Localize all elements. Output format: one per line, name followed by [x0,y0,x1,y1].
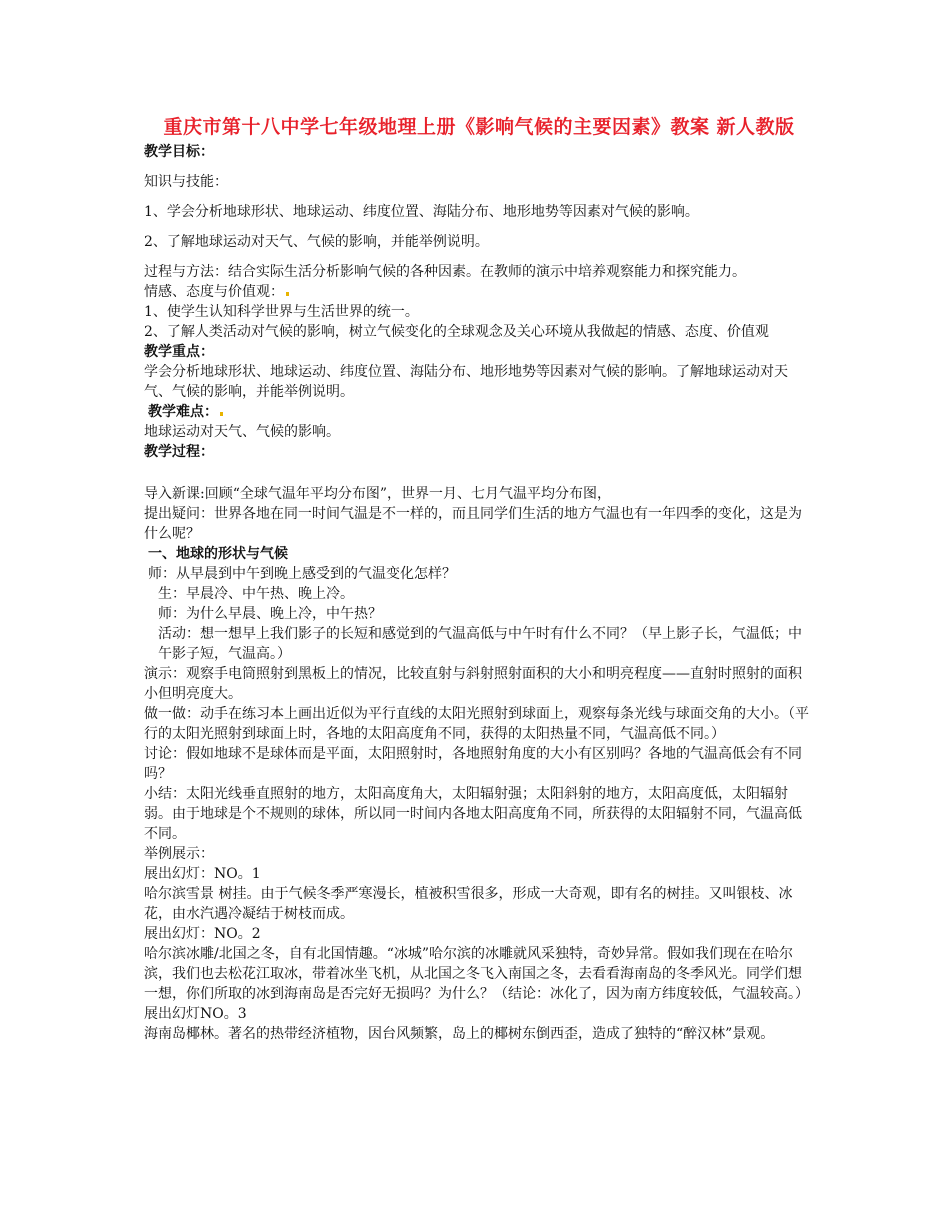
slide-label-3: 展出幻灯NO。3 [144,1006,247,1022]
slide-label-2: 展出幻灯：NO。2 [144,926,261,942]
mark-dot [286,292,289,296]
goal-item-1: 1、学会分析地球形状、地球运动、纬度位置、海陆分布、地形地势等因素对气候的影响。 [144,204,699,220]
dialog-teacher-1: 师：从早晨到中午到晚上感受到的气温变化怎样？ [148,566,456,582]
examples-heading: 举例展示： [144,846,214,862]
intro-paragraph: 导入新课:回顾“全球气温年平均分布图”，世界一月、七月气温平均分布图， [144,486,612,502]
value-item-2: 2、了解人类活动对气候的影响，树立气候变化的全球观念及关心环境从我做起的情感、态度、价值观 [144,324,769,340]
heading-difficulties [144,402,814,422]
mark-dot [220,412,223,416]
process-method-paragraph: 过程与方法：结合实际生活分析影响气候的各种因素。在教师的演示中培养观察能力和探究能力。 [144,264,746,280]
discussion-paragraph: 讨论：假如地球不是球体而是平面，太阳照射时，各地照射角度的大小有区别吗？各地的气温高低会有不同吗？ [144,746,802,782]
try-it-paragraph: 做一做：动手在练习本上画出近似为平行直线的太阳光照射到球面上，观察每条光线与球面交角的大小。（平行的太阳光照射到球面上时，各地的太阳高度角不同，获得的太阳热量不同，气温高低不同。） [144,706,809,742]
slide-text-3: 海南岛椰林。著名的热带经济植物，因台风频繁，岛上的椰树东倒西歪，造成了独特的“醉汉林”景观。 [144,1026,775,1042]
dialog-teacher-2: 师：为什么早晨、晚上冷，中午热？ [158,606,382,622]
document-title: 重庆市第十八中学七年级地理上册《影响气候的主要因素》教案 新人教版 [163,116,795,138]
difficulties-text: 地球运动对天气、气候的影响。 [144,424,340,440]
slide-text-1: 哈尔滨雪景 树挂。由于气候冬季严寒漫长，植被积雪很多，形成一大奇观，即有名的树挂。又叫银枝、冰花，由水汽遇冷凝结于树枝而成。 [144,886,793,922]
slide-label-1: 展出幻灯：NO。1 [144,866,261,882]
value-item-1: 1、使学生认知科学世界与生活世界的统一。 [144,304,419,320]
slide-text-2: 哈尔滨冰雕/北国之冬，自有北国情趣。“冰城”哈尔滨的冰雕就风采独特，奇妙异常。假如我们现在在哈尔滨，我们也去松花江取冰，带着冰坐飞机，从北国之冬飞入南国之冬，去看看海南岛的冬季风光。同学们想一想，你们所取的冰到海南岛是否完好无损吗？为什么？（结论：冰化了，因为南方纬度较低，气温较高。） [144,946,809,1002]
summary-paragraph: 小结：太阳光线垂直照射的地方，太阳高度角大，太阳辐射强；太阳斜射的地方，太阳高度低，太阳辐射弱。由于地球是个不规则的球体，所以同一时间内各地太阳高度角不同，所获得的太阳辐射不同，气温高低不同。 [144,786,802,842]
activity-paragraph: 活动：想一想早上我们影子的长短和感觉到的气温高低与中午时有什么不同？（早上影子长，气温低；中午影子短，气温高。） [158,626,802,662]
dialog-student-1: 生：早晨冷、中午热、晚上冷。 [158,586,354,602]
demo-paragraph: 演示：观察手电筒照射到黑板上的情况，比较直射与斜射照射面积的大小和明亮程度——直射时照射的面积小但明亮度大。 [144,666,802,702]
heading-teaching-process: 教学过程： [144,444,214,460]
difficulties-label: 教学难点： [148,404,218,420]
goal-item-2: 2、了解地球运动对天气、气候的影响，并能举例说明。 [144,234,489,250]
document-page [144,114,814,1044]
section-heading-earth-shape: 一、地球的形状与气候 [148,546,288,562]
heading-key-points: 教学重点： [144,344,214,360]
heading-teaching-goals: 教学目标： [144,144,214,160]
subheading-attitude-values [144,282,814,302]
key-points-text: 学会分析地球形状、地球运动、纬度位置、海陆分布、地形地势等因素对气候的影响。了解地球运动对天气、气候的影响，并能举例说明。 [144,364,788,400]
subheading-knowledge-skills: 知识与技能： [144,174,228,190]
attitude-label: 情感、态度与价值观： [144,284,284,300]
question-paragraph: 提出疑问：世界各地在同一时间气温是不一样的，而且同学们生活的地方气温也有一年四季的变化，这是为什么呢？ [144,506,802,542]
